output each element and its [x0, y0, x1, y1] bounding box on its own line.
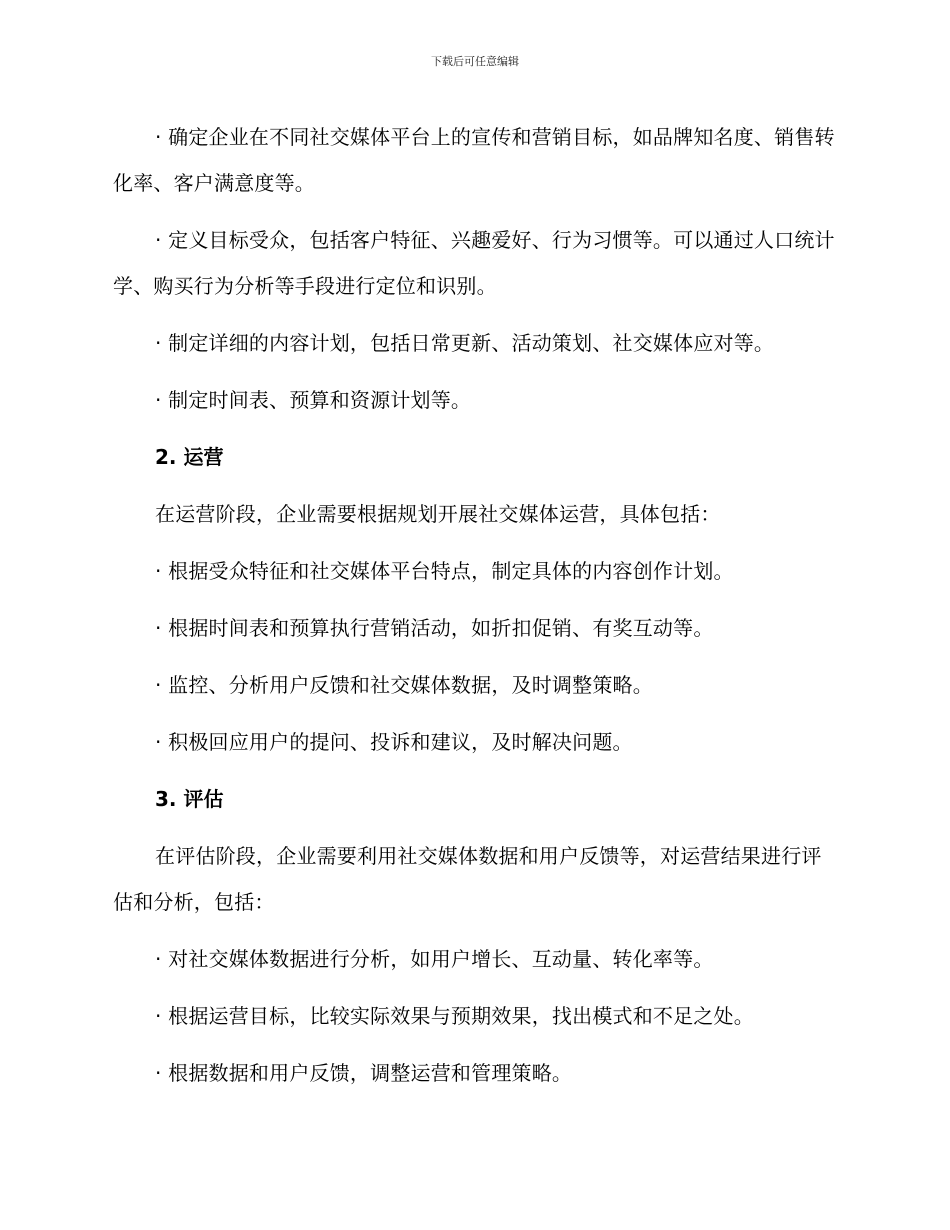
bullet-content-plan: · 制定详细的内容计划，包括日常更新、活动策划、社交媒体应对等。	[155, 331, 775, 355]
section-heading-evaluation: 3. 评估	[155, 787, 224, 811]
bullet-marketing-activities: · 根据时间表和预算执行营销活动，如折扣促销、有奖互动等。	[155, 616, 714, 640]
page-header: 下载后可任意编辑	[431, 55, 519, 68]
evaluation-intro: 在评估阶段，企业需要利用社交媒体数据和用户反馈等，对运营结果进行评估和分析，包括：	[113, 844, 822, 914]
bullet-respond-users: · 积极回应用户的提问、投诉和建议，及时解决问题。	[155, 730, 633, 754]
bullet-compare-results: · 根据运营目标，比较实际效果与预期效果，找出模式和不足之处。	[155, 1004, 754, 1028]
bullet-schedule-budget: · 制定时间表、预算和资源计划等。	[155, 388, 472, 412]
bullet-monitor-feedback: · 监控、分析用户反馈和社交媒体数据，及时调整策略。	[155, 673, 653, 697]
bullet-adjust-strategy: · 根据数据和用户反馈，调整运营和管理策略。	[155, 1061, 573, 1085]
bullet-target-audience: · 定义目标受众，包括客户特征、兴趣爱好、行为习惯等。可以通过人口统计学、购买行为分析等手段进行定位和识别。	[113, 228, 835, 298]
bullet-marketing-goals: · 确定企业在不同社交媒体平台上的宣传和营销目标，如品牌知名度、销售转化率、客户满意度等。	[113, 125, 835, 195]
section-heading-operation: 2. 运营	[155, 445, 224, 469]
operation-intro: 在运营阶段，企业需要根据规划开展社交媒体运营，具体包括：	[155, 502, 721, 526]
bullet-data-analysis: · 对社交媒体数据进行分析，如用户增长、互动量、转化率等。	[155, 947, 714, 971]
document-body	[113, 114, 837, 1096]
bullet-content-creation: · 根据受众特征和社交媒体平台特点，制定具体的内容创作计划。	[155, 559, 734, 583]
